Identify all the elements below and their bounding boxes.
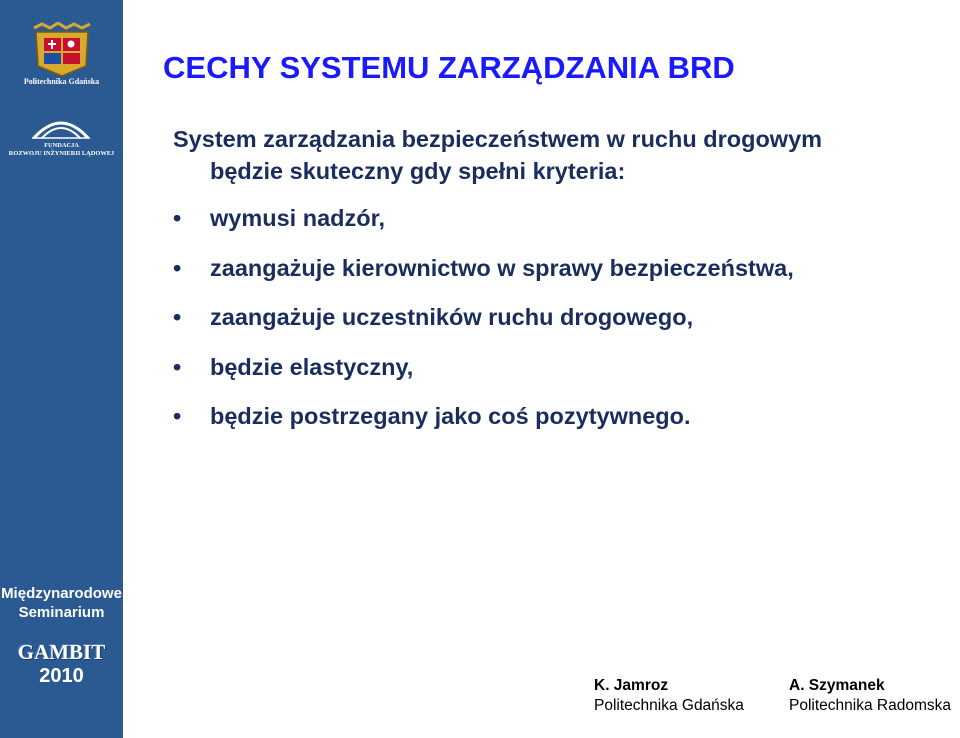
university-name: Politechnika Gdańska	[23, 77, 100, 86]
author-1	[594, 676, 744, 716]
bullet-icon: •	[173, 205, 182, 231]
event-year: 2010	[39, 665, 84, 687]
list-item: • zaangażuje kierownictwo w sprawy bezpieczeństwa,	[173, 252, 794, 302]
bridge-logo	[32, 112, 90, 142]
list-item: • będzie elastyczny,	[173, 351, 794, 401]
bullet-icon: •	[173, 353, 182, 380]
bullet-icon: •	[173, 304, 182, 330]
author-2-affiliation: Politechnika Radomska	[789, 697, 951, 714]
author-2-name: A. Szymanek	[789, 677, 885, 694]
author-2	[789, 676, 951, 716]
event-name: GAMBIT	[17, 640, 106, 664]
university-crest-logo	[30, 22, 94, 78]
slide-title: CECHY SYSTEMU ZARZĄDZANIA BRD	[163, 50, 735, 85]
list-item: • zaangażuje uczestników ruchu drogowego,	[173, 301, 794, 351]
intro-line-2: będzie skuteczny gdy spełni kryteria:	[210, 158, 626, 184]
bullet-icon: •	[173, 403, 182, 429]
criteria-list	[173, 202, 794, 450]
bullet-icon: •	[173, 254, 182, 281]
foundation-name: FUNDACJA ROZWOJU INŻYNIERII LĄDOWEJ	[8, 142, 115, 157]
author-1-affiliation: Politechnika Gdańska	[594, 697, 744, 714]
list-item: • będzie postrzegany jako coś pozytywnego.	[173, 400, 794, 450]
author-1-name: K. Jamroz	[594, 677, 669, 694]
seminar-label: Międzynarodowe Seminarium	[1, 585, 122, 621]
sidebar	[0, 0, 123, 738]
intro-line-1: System zarządzania bezpieczeństwem w ruchu drogowym	[173, 126, 823, 152]
intro-text	[173, 123, 943, 187]
list-item: • wymusi nadzór,	[173, 202, 794, 252]
